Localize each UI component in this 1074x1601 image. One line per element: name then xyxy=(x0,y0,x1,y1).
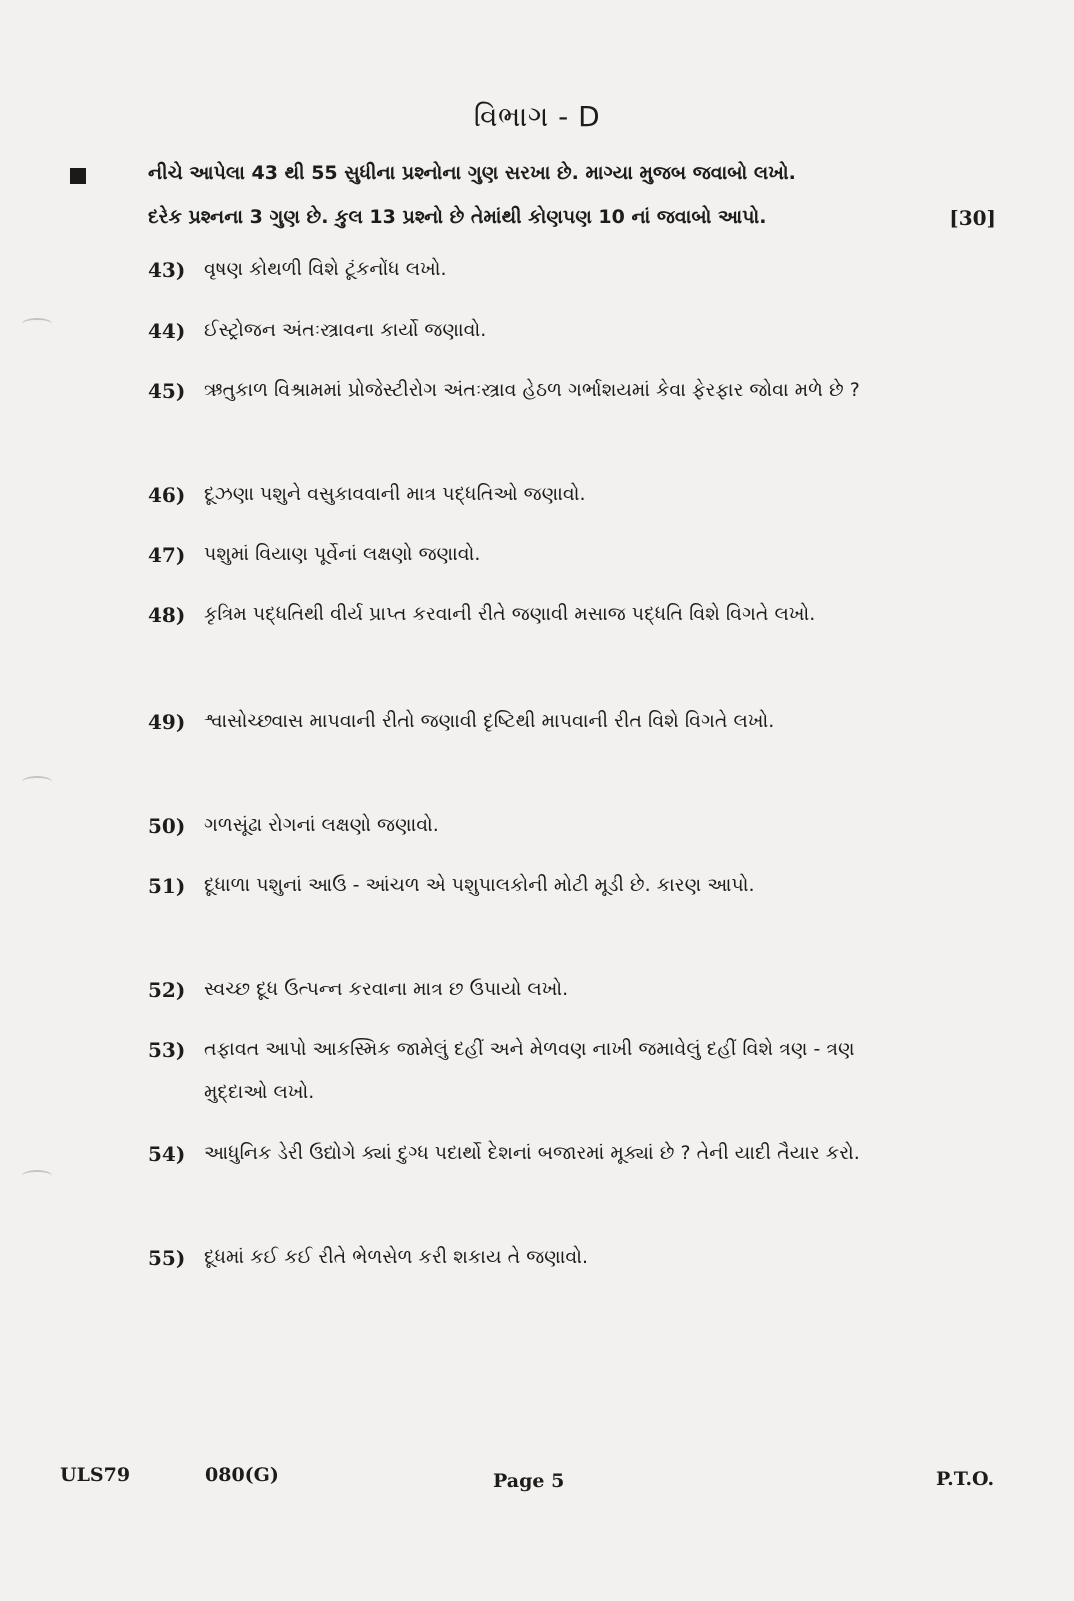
section-title: વિભાગ - D xyxy=(473,100,601,133)
instruction-line-2: દરેક પ્રશ્નના 3 ગુણ છે. કુલ 13 પ્રશ્નો છે તેમાંથી કોણપણ 10 નાં જવાબો આપો. xyxy=(148,206,767,228)
footer-pto: P.T.O. xyxy=(936,1468,995,1490)
section-marks: [30] xyxy=(949,206,996,230)
footer-paper-code: 080(G) xyxy=(205,1464,279,1486)
question-text: તફાવત આપો આકસ્મિક જામેલું દહીં અને મેળવણ નાખી જમાવેલું દહીં વિશે ત્રણ - ત્રણ મુદ્દાઓ લખો. xyxy=(204,1038,855,1103)
paper-mark xyxy=(22,1170,52,1182)
question-text: દૂધમાં કઈ કઈ રીતે ભેળસેળ કરી શકાય તે જણાવો. xyxy=(204,1246,589,1268)
question-number: 45) xyxy=(148,379,186,403)
question-text: ઋતુકાળ વિશ્રામમાં પ્રોજેસ્ટીરોગ અંતઃસ્ત્રાવ હેઠળ ગર્ભાશયમાં કેવા ફેરફાર જોવા મળે છે ? xyxy=(204,379,860,401)
question-number: 48) xyxy=(148,603,186,627)
question-text: કૃત્રિમ પદ્ધતિથી વીર્ય પ્રાપ્ત કરવાની રીતે જણાવી મસાજ પદ્ધતિ વિશે વિગતે લખો. xyxy=(204,603,816,625)
question-number: 47) xyxy=(148,543,186,567)
question-text: વૃષણ કોથળી વિશે ટૂંકનોંધ લખો. xyxy=(204,258,447,280)
footer-exam-code: ULS79 xyxy=(60,1464,131,1486)
question-number: 55) xyxy=(148,1246,186,1270)
question-number: 49) xyxy=(148,710,186,734)
question-number: 54) xyxy=(148,1142,186,1166)
paper-mark xyxy=(22,776,52,788)
question-text: પશુમાં વિયાણ પૂર્વેનાં લક્ષણો જણાવો. xyxy=(204,543,481,565)
paper-mark xyxy=(22,318,52,330)
question-text: દૂઝણા પશુને વસુકાવવાની માત્ર પદ્ધતિઓ જણાવો. xyxy=(204,483,586,505)
question-number: 46) xyxy=(148,483,186,507)
question-number: 43) xyxy=(148,258,186,282)
question-text: સ્વચ્છ દૂધ ઉત્પન્ન કરવાના માત્ર છ ઉપાયો લખો. xyxy=(204,978,569,1000)
question-text: આધુનિક ડેરી ઉદ્યોગે ક્યાં દુગ્ધ પદાર્થો દેશનાં બજારમાં મૂક્યાં છે ? તેની યાદી તૈયાર કરો. xyxy=(204,1142,860,1164)
question-number: 51) xyxy=(148,874,186,898)
question-text: શ્વાસોચ્છ્વાસ માપવાની રીતો જણાવી દૃષ્ટિથી માપવાની રીત વિશે વિગતે લખો. xyxy=(204,710,775,732)
question-number: 52) xyxy=(148,978,186,1002)
question-number: 44) xyxy=(148,319,186,343)
question-text: ઈસ્ટ્રોજન અંતઃસ્ત્રાવના કાર્યો જણાવો. xyxy=(204,319,487,341)
square-bullet-icon xyxy=(70,168,86,184)
question-text: ગળસૂંઢા રોગનાં લક્ષણો જણાવો. xyxy=(204,814,439,836)
instruction-line-1: નીચે આપેલા 43 થી 55 સુધીના પ્રશ્નોના ગુણ સરખા છે. માગ્યા મુજબ જવાબો લખો. xyxy=(148,162,796,184)
footer-page-number: Page 5 xyxy=(493,1470,565,1492)
question-number: 50) xyxy=(148,814,186,838)
question-text: દૂધાળા પશુનાં આઉ - આંચળ એ પશુપાલકોની મોટી મૂડી છે. કારણ આપો. xyxy=(204,874,755,896)
question-number: 53) xyxy=(148,1038,186,1062)
